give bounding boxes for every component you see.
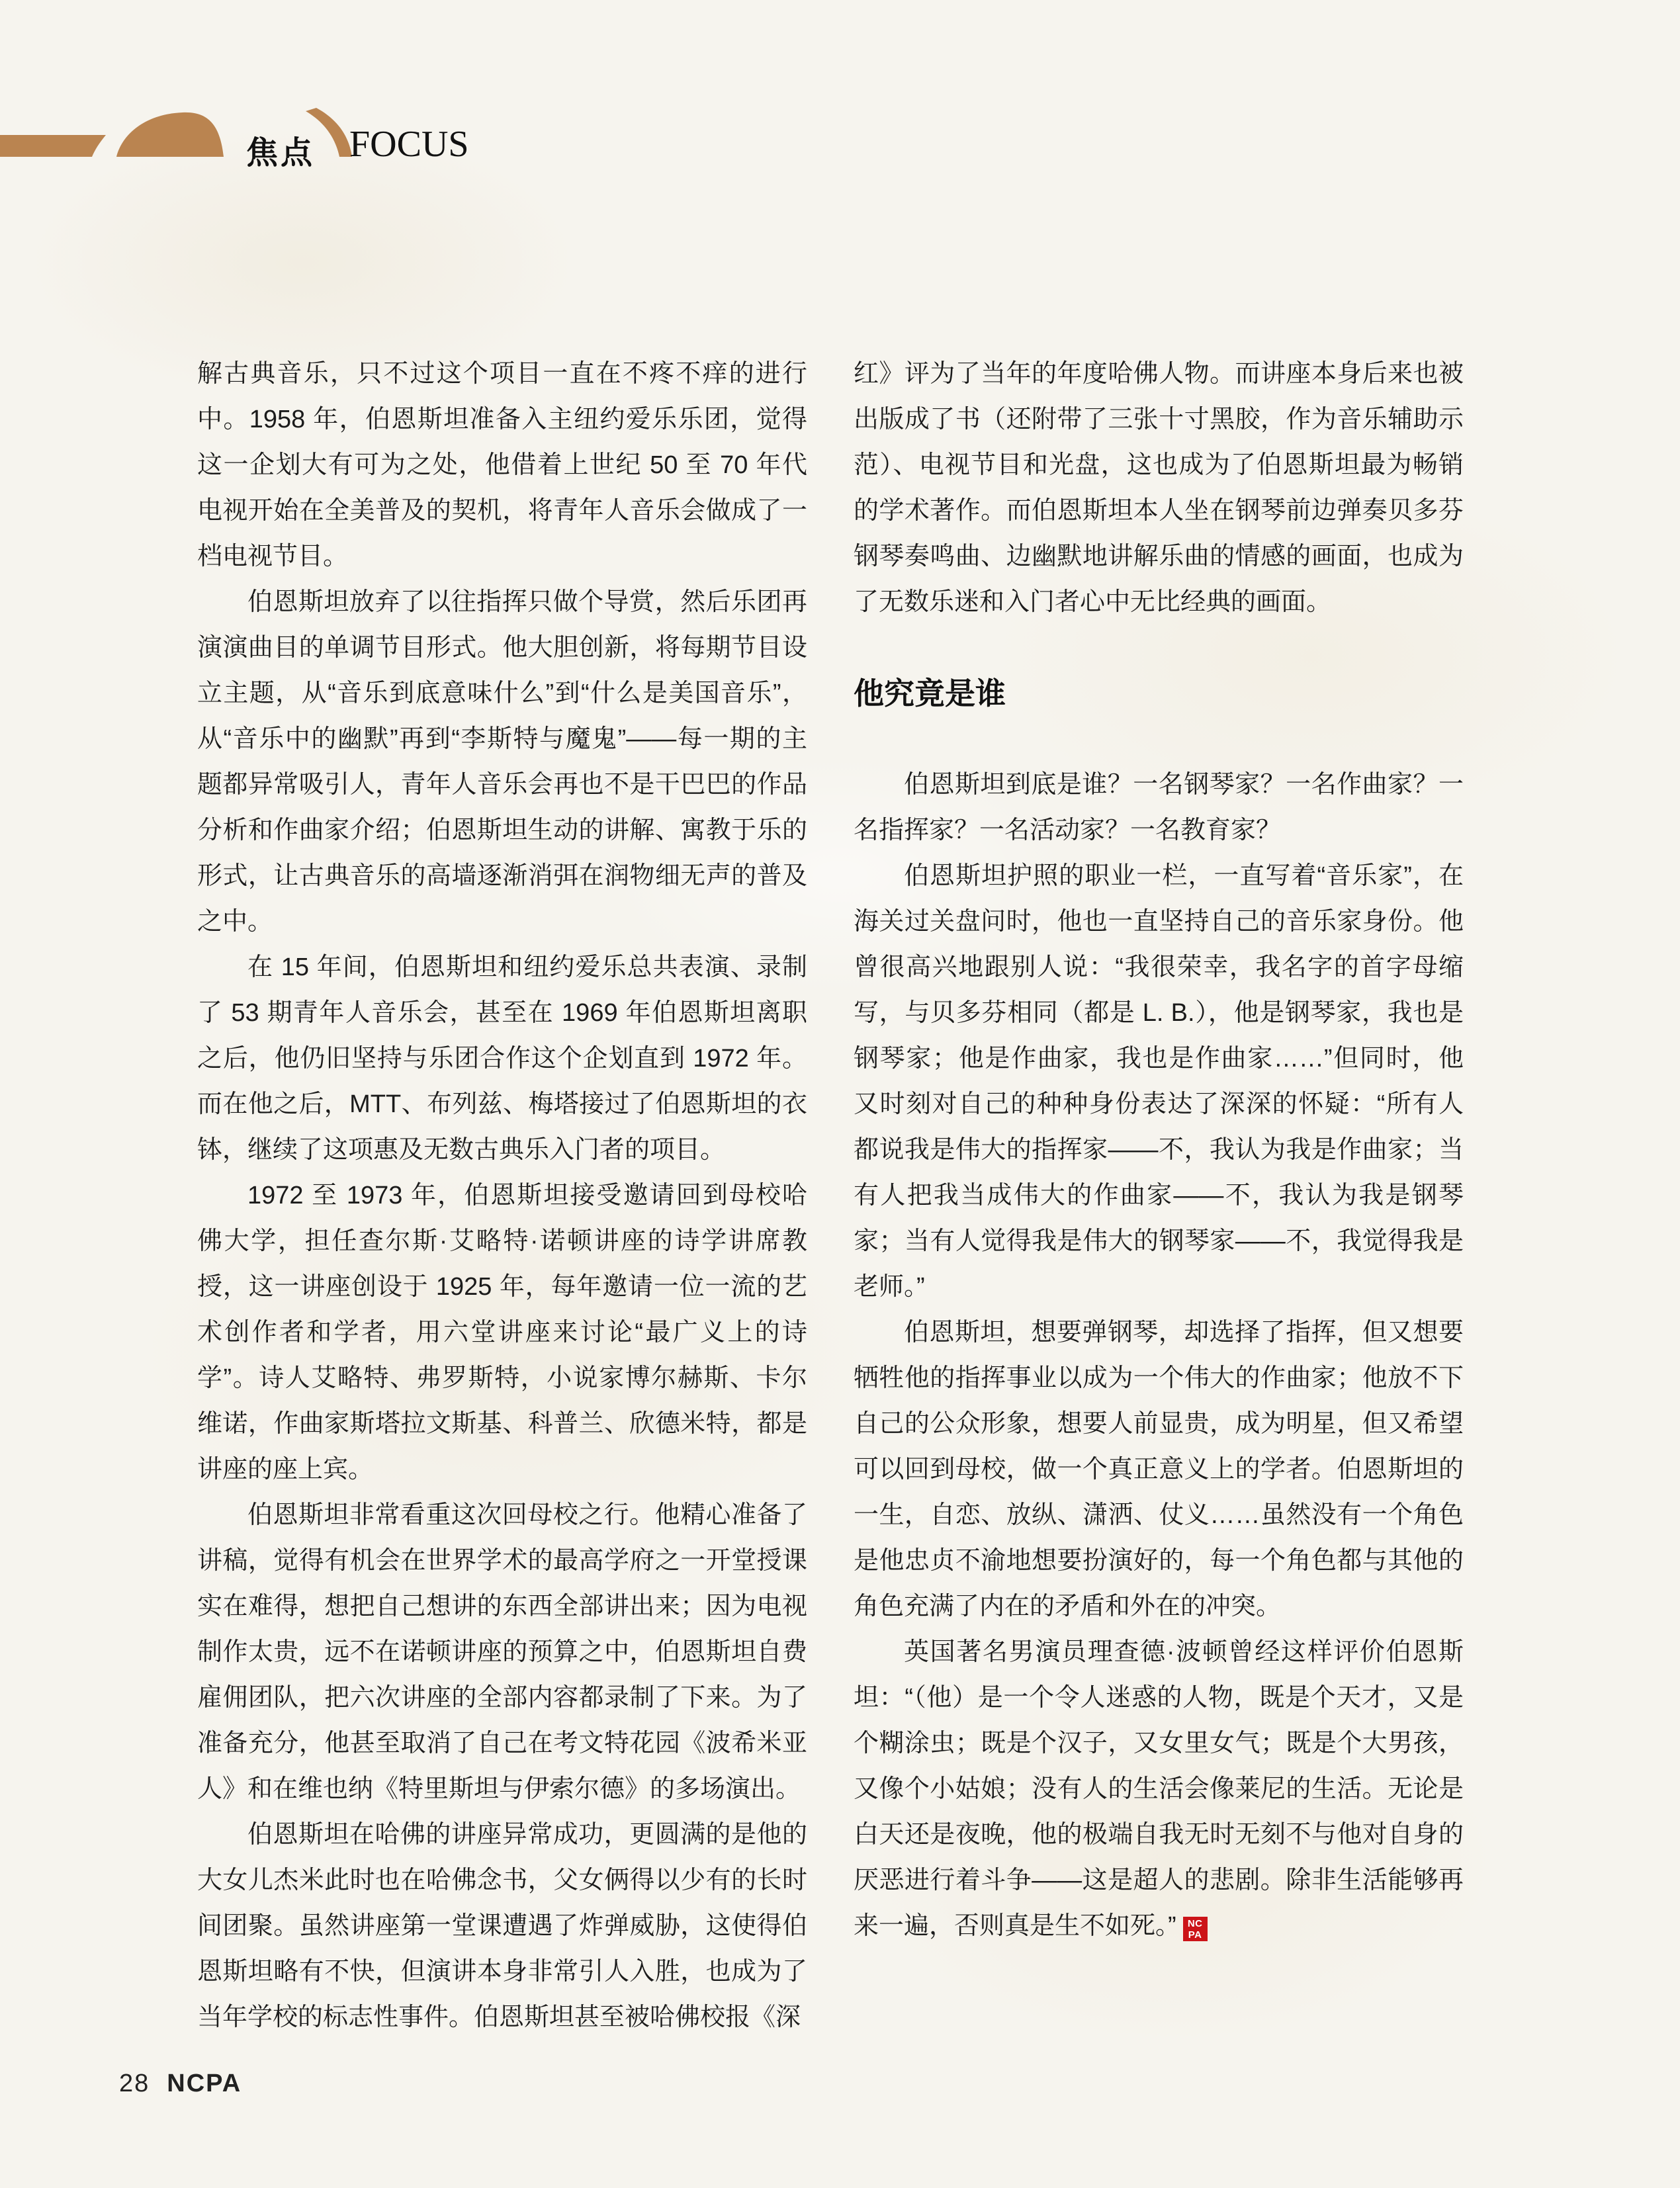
section-title-en: FOCUS	[349, 124, 469, 165]
paragraph: 解古典音乐，只不过这个项目一直在不疼不痒的进行中。1958 年，伯恩斯坦准备入主纽约爱乐乐团，觉得这一企划大有可为之处，他借着上世纪 50 至 70 年代电视开始在全美普及的契机，将青年人音乐会做成了一档电视节目。	[197, 360, 807, 570]
paragraph: 伯恩斯坦放弃了以往指挥只做个导赏，然后乐团再演演曲目的单调节目形式。他大胆创新，将每期节目设立主题，从“音乐到底意味什么”到“什么是美国音乐”，从“音乐中的幽默”再到“李斯特与魔鬼”——每一期的主题都异常吸引人，青年人音乐会再也不是干巴巴的作品分析和作曲家介绍；伯恩斯坦生动的讲解、寓教于乐的形式，让古典音乐的高墙逐渐消弭在润物细无声的普及之中。	[197, 588, 807, 936]
logo-dome	[116, 112, 224, 157]
paragraph: 1972 至 1973 年，伯恩斯坦接受邀请回到母校哈佛大学，担任查尔斯·艾略特·诺顿讲座的诗学讲席教授，这一讲座创设于 1925 年，每年邀请一位一流的艺术创作者和学者，用六堂讲座来讨论“最广义上的诗学”。诗人艾略特、弗罗斯特，小说家博尔赫斯、卡尔维诺，作曲家斯塔拉文斯基、科普兰、欣德米特，都是讲座的座上宾。	[197, 1182, 807, 1483]
footer-brand: NCPA	[167, 2070, 242, 2097]
paragraph: 伯恩斯坦护照的职业一栏，一直写着“音乐家”，在海关过关盘问时，他也一直坚持自己的音乐家身份。他曾很高兴地跟别人说：“我很荣幸，我名字的首字母缩写，与贝多芬相同（都是 L. B.），他是钢琴家，我也是钢琴家；他是作曲家，我也是作曲家……”但同时，他又时刻对自己的种种身份表达了深深的怀疑：“所有人都说我是伟大的指挥家——不，我认为我是作曲家；当有人把我当成伟大的作曲家——不，我认为我是钢琴家；当有人觉得我是伟大的钢琴家——不，我觉得我是老师。”	[854, 862, 1464, 1301]
page-footer	[119, 2070, 242, 2098]
paragraph: 红》评为了当年的年度哈佛人物。而讲座本身后来也被出版成了书（还附带了三张十寸黑胶，作为音乐辅助示范）、电视节目和光盘，这也成为了伯恩斯坦最为畅销的学术著作。而伯恩斯坦本人坐在钢琴前边弹奏贝多芬钢琴奏鸣曲、边幽默地讲解乐曲的情感的画面，也成为了无数乐迷和入门者心中无比经典的画面。	[854, 360, 1464, 616]
ncpa-seal	[1183, 1917, 1208, 1941]
paragraph: 伯恩斯坦非常看重这次回母校之行。他精心准备了讲稿，觉得有机会在世界学术的最高学府之一开堂授课实在难得，想把自己想讲的东西全部讲出来；因为电视制作太贵，远不在诺顿讲座的预算之中，伯恩斯坦自费雇佣团队，把六次讲座的全部内容都录制了下来。为了准备充分，他甚至取消了自己在考文特花园《波希米亚人》和在维也纳《特里斯坦与伊索尔德》的多场演出。	[197, 1501, 807, 1803]
footer-page-number: 28	[119, 2070, 150, 2097]
section-heading: 他究竟是谁	[854, 676, 1006, 711]
paragraph-text: 英国著名男演员理查德·波顿曾经这样评价伯恩斯坦：“（他）是一个令人迷惑的人物，既是个天才，又是个糊涂虫；既是个汉子，又女里女气；既是个大男孩，又像个小姑娘；没有人的生活会像莱尼的生活。无论是白天还是夜晚，他的极端自我无时无刻不与他对自身的厌恶进行着斗争——这是超人的悲剧。除非生活能够再来一遍，否则真是生不如死。”	[854, 1638, 1464, 1940]
section-title-cn: 焦点	[246, 136, 316, 171]
seal-line1: NC	[1187, 1918, 1203, 1929]
logo-bar	[0, 135, 106, 157]
article-right-column	[854, 351, 1464, 1949]
paragraph: 在 15 年间，伯恩斯坦和纽约爱乐总共表演、录制了 53 期青年人音乐会，甚至在 1969 年伯恩斯坦离职之后，他仍旧坚持与乐团合作这个企划直到 1972 年。而在他之后，MTT、布列兹、梅塔接过了伯恩斯坦的衣钵，继续了这项惠及无数古典乐入门者的项目。	[197, 953, 807, 1164]
paragraph	[854, 1630, 1464, 1949]
paragraph: 伯恩斯坦，想要弹钢琴，却选择了指挥，但又想要牺牲他的指挥事业以成为一个伟大的作曲家；他放不下自己的公众形象，想要人前显贵，成为明星，但又希望可以回到母校，做一个真正意义上的学者。伯恩斯坦的一生，自恋、放纵、潇洒、仗义……虽然没有一个角色是他忠贞不渝地想要扮演好的，每一个角色都与其他的角色充满了内在的矛盾和外在的冲突。	[854, 1319, 1464, 1620]
article-left-column	[197, 351, 807, 2040]
paragraph: 伯恩斯坦在哈佛的讲座异常成功，更圆满的是他的大女儿杰米此时也在哈佛念书，父女俩得以少有的长时间团聚。虽然讲座第一堂课遭遇了炸弹威胁，这使得伯恩斯坦略有不快，但演讲本身非常引人入胜，也成为了当年学校的标志性事件。伯恩斯坦甚至被哈佛校报《深	[197, 1821, 807, 2031]
paragraph: 伯恩斯坦到底是谁？一名钢琴家？一名作曲家？一名指挥家？一名活动家？一名教育家？	[854, 771, 1464, 844]
seal-line2: PA	[1188, 1929, 1202, 1941]
